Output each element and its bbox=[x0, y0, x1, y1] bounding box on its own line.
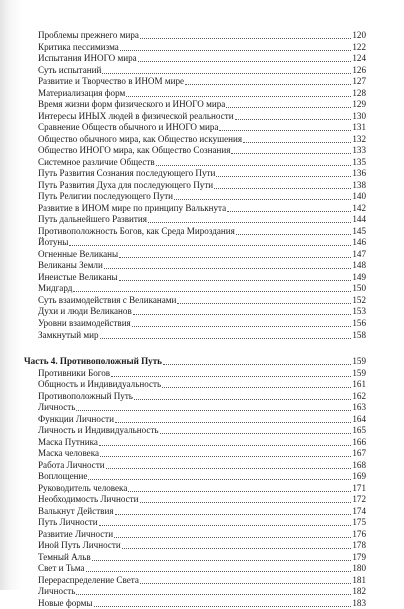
toc-entry-title: Новые формы bbox=[38, 597, 93, 608]
toc-entry-title: Испытания ИНОГО мира bbox=[38, 53, 137, 64]
toc-entry bbox=[38, 191, 366, 202]
toc-entry-title: Необходимость Личности bbox=[38, 494, 139, 505]
toc-entry-title: Суть взаимодействия с Великанами bbox=[38, 294, 177, 305]
dot-leader bbox=[111, 376, 351, 377]
toc-entry bbox=[38, 318, 366, 329]
toc-entry-page-number: 147 bbox=[352, 248, 366, 259]
toc-entry bbox=[38, 437, 366, 448]
dot-leader bbox=[216, 176, 351, 177]
dot-leader bbox=[162, 387, 351, 388]
toc-entry bbox=[38, 517, 366, 528]
dot-leader bbox=[243, 142, 351, 143]
dot-leader bbox=[120, 50, 352, 51]
toc-entry bbox=[38, 111, 366, 122]
dot-leader bbox=[100, 338, 352, 339]
dot-leader bbox=[86, 571, 352, 572]
dot-leader bbox=[119, 280, 352, 281]
toc-entry-page-number: 130 bbox=[352, 110, 366, 121]
dot-leader bbox=[236, 234, 352, 235]
toc-entry-page-number: 164 bbox=[352, 413, 366, 424]
dot-leader bbox=[119, 257, 351, 258]
dot-leader bbox=[231, 153, 351, 154]
toc-entry-page-number: 162 bbox=[352, 390, 366, 401]
toc-entry-title: Критика пессимизма bbox=[38, 41, 119, 52]
dot-leader bbox=[226, 107, 351, 108]
dot-leader bbox=[235, 119, 352, 120]
toc-entry bbox=[38, 30, 366, 41]
toc-entry-page-number: 180 bbox=[352, 563, 366, 574]
toc-entry bbox=[38, 494, 366, 505]
toc-entry-page-number: 165 bbox=[352, 425, 366, 436]
toc-entry-title: Материализация форм bbox=[38, 87, 126, 98]
toc-entry-page-number: 120 bbox=[352, 30, 366, 40]
dot-leader bbox=[140, 38, 351, 39]
toc-entry-title: Маска Путника bbox=[38, 436, 98, 447]
dot-leader bbox=[88, 479, 351, 480]
toc-entry-page-number: 145 bbox=[352, 225, 366, 236]
toc-entry bbox=[38, 249, 366, 260]
toc-entry-title: Системное различие Обществ bbox=[38, 156, 155, 167]
toc-entry-page-number: 144 bbox=[352, 214, 366, 225]
toc-entry-page-number: 140 bbox=[352, 191, 366, 202]
toc-entry bbox=[38, 529, 366, 540]
toc-entry-page-number: 127 bbox=[352, 76, 366, 87]
dot-leader bbox=[76, 410, 351, 411]
dot-leader bbox=[227, 211, 351, 212]
toc-entry bbox=[38, 260, 366, 271]
toc-entry-page-number: 131 bbox=[352, 122, 366, 133]
toc-entry bbox=[38, 295, 366, 306]
toc-entry-title: Противоположность Богов, как Среда Мироздания bbox=[38, 225, 235, 236]
toc-entry bbox=[38, 598, 366, 609]
toc-entry-title: Маска человека bbox=[38, 448, 100, 459]
toc-entry-page-number: 161 bbox=[352, 379, 366, 390]
dot-leader bbox=[128, 491, 351, 492]
toc-entry-title: Противоположный Путь bbox=[38, 390, 133, 401]
dot-leader bbox=[69, 245, 351, 246]
toc-entry-title: Уровни взаимодействия bbox=[38, 318, 131, 328]
toc-entry-page-number: 175 bbox=[352, 517, 366, 528]
dot-leader bbox=[106, 468, 352, 469]
toc-entry-page-number: 181 bbox=[352, 574, 366, 585]
toc-entry-page-number: 158 bbox=[352, 329, 366, 340]
toc-entry bbox=[38, 414, 366, 425]
toc-entry-title: Перераспределение Света bbox=[38, 574, 139, 585]
toc-entry bbox=[38, 168, 366, 179]
toc-entry-page-number: 172 bbox=[352, 494, 366, 505]
toc-entry bbox=[38, 88, 366, 99]
toc-entry-title: Развитие и Творчество в ИНОМ мире bbox=[38, 76, 185, 87]
dot-leader bbox=[132, 326, 352, 327]
toc-entry-page-number: 167 bbox=[352, 448, 366, 459]
toc-entry-title: Огненные Великаны bbox=[38, 248, 119, 259]
toc-entry bbox=[38, 203, 366, 214]
toc-entry bbox=[38, 471, 366, 482]
dot-leader bbox=[185, 84, 351, 85]
toc-entry bbox=[38, 483, 366, 494]
toc-part-heading bbox=[24, 356, 366, 367]
toc-entry-page-number: 183 bbox=[352, 597, 366, 608]
toc-entry-title: Замкнутый мир bbox=[38, 329, 99, 340]
dot-leader bbox=[92, 560, 352, 561]
dot-leader bbox=[115, 514, 352, 515]
toc-entry bbox=[38, 540, 366, 551]
toc-entry bbox=[38, 586, 366, 597]
toc-entry bbox=[38, 425, 366, 436]
toc-entry-title: Путь Развития Духа для последующего Пути bbox=[38, 179, 214, 190]
toc-entry-page-number: 126 bbox=[352, 64, 366, 75]
toc-entry bbox=[38, 76, 366, 87]
dot-leader bbox=[140, 583, 351, 584]
toc-entry-page-number: 156 bbox=[352, 318, 366, 328]
toc-entry-title: Интересы ИНЫХ людей в физической реальности bbox=[38, 110, 234, 121]
toc-entry-page-number: 136 bbox=[352, 168, 366, 179]
toc-entry-title: Часть 4. Противоположный Путь bbox=[24, 356, 162, 367]
toc-entry-page-number: 178 bbox=[352, 540, 366, 551]
toc-entry-page-number: 128 bbox=[352, 87, 366, 98]
dot-leader bbox=[126, 96, 351, 97]
toc-entry-page-number: 159 bbox=[352, 367, 366, 378]
toc-entry-title: Работа Личности bbox=[38, 459, 105, 470]
toc-entry bbox=[38, 53, 366, 64]
toc-entry-title: Личность bbox=[38, 586, 76, 597]
toc-entry bbox=[38, 237, 366, 248]
dot-leader bbox=[104, 268, 352, 269]
toc-entry-title: Валькнут Действия bbox=[38, 505, 114, 516]
toc-entry-page-number: 168 bbox=[352, 459, 366, 470]
toc-entry-page-number: 124 bbox=[352, 53, 366, 64]
toc-entry bbox=[38, 283, 366, 294]
toc-entry-page-number: 122 bbox=[352, 41, 366, 52]
toc-entry-page-number: 163 bbox=[352, 402, 366, 413]
toc-entry-page-number: 179 bbox=[352, 551, 366, 562]
toc-entry-page-number: 152 bbox=[352, 294, 366, 305]
toc-entry-page-number: 159 bbox=[352, 356, 366, 367]
toc-entry-page-number: 129 bbox=[352, 99, 366, 110]
toc-entry bbox=[38, 42, 366, 53]
toc-entry bbox=[38, 226, 366, 237]
toc-entry bbox=[38, 563, 366, 574]
toc-entry bbox=[38, 460, 366, 471]
toc-entry bbox=[38, 448, 366, 459]
toc-entry-title: Развитие в ИНОМ мире по принципу Валькнута bbox=[38, 202, 227, 213]
toc-entry-title: Время жизни форм физического и ИНОГО мира bbox=[38, 99, 226, 110]
toc-entry bbox=[38, 99, 366, 110]
toc-entry-title: Проблемы прежнего мира bbox=[38, 30, 139, 40]
dot-leader bbox=[134, 399, 351, 400]
dot-leader bbox=[76, 594, 351, 595]
toc-entry-page-number: 174 bbox=[352, 505, 366, 516]
toc-entry bbox=[38, 330, 366, 341]
toc-entry-title: Путь Личности bbox=[38, 517, 98, 528]
toc-entry-page-number: 149 bbox=[352, 271, 366, 282]
toc-entry-title: Противники Богов bbox=[38, 367, 111, 378]
toc-entry bbox=[38, 65, 366, 76]
dot-leader bbox=[177, 303, 351, 304]
dot-leader bbox=[73, 291, 351, 292]
dot-leader bbox=[148, 222, 351, 223]
toc-entry-page-number: 150 bbox=[352, 283, 366, 294]
dot-leader bbox=[122, 548, 352, 549]
dot-leader bbox=[100, 456, 351, 457]
toc-entry bbox=[38, 379, 366, 390]
dot-leader bbox=[115, 422, 351, 423]
toc-entry-title: Личность и Индивидуальность bbox=[38, 425, 159, 436]
toc-entry-title: Общество ИНОГО мира, как Общество Сознания bbox=[38, 145, 231, 156]
toc-entry-title: Йотуны bbox=[38, 237, 69, 248]
toc-entry-title: Воплощение bbox=[38, 471, 88, 482]
dot-leader bbox=[94, 606, 352, 607]
dot-leader bbox=[138, 61, 352, 62]
toc-entry bbox=[38, 134, 366, 145]
toc-entry bbox=[38, 368, 366, 379]
dot-leader bbox=[99, 445, 351, 446]
dot-leader bbox=[214, 188, 351, 189]
toc-entry-title: Путь Религии последующего Пути bbox=[38, 191, 174, 202]
toc-entry bbox=[38, 391, 366, 402]
toc-entry-title: Сравнение Обществ обычного и ИНОГО мира bbox=[38, 122, 219, 133]
toc-entry-title: Функции Личности bbox=[38, 413, 115, 424]
toc-entry-title: Суть испытаний bbox=[38, 64, 102, 75]
toc-entry-title: Великаны Земли bbox=[38, 260, 103, 271]
toc-entry-page-number: 182 bbox=[352, 586, 366, 597]
toc-entry bbox=[38, 506, 366, 517]
toc-entry bbox=[38, 214, 366, 225]
toc-entry bbox=[38, 575, 366, 586]
toc-entry-page-number: 133 bbox=[352, 145, 366, 156]
toc-entry-title: Инеистые Великаны bbox=[38, 271, 118, 282]
toc-entry-title: Темный Альв bbox=[38, 551, 91, 562]
toc-entry-title: Путь дальнейшего Развития bbox=[38, 214, 147, 225]
toc-entry-title: Мидгард bbox=[38, 283, 73, 294]
toc-entry bbox=[38, 157, 366, 168]
dot-leader bbox=[160, 433, 352, 434]
toc-entry bbox=[38, 402, 366, 413]
toc-entry bbox=[38, 272, 366, 283]
toc-entry-title: Развитие Личности bbox=[38, 528, 114, 539]
toc-entry-page-number: 135 bbox=[352, 156, 366, 167]
dot-leader bbox=[174, 199, 351, 200]
toc-entry-page-number: 171 bbox=[352, 482, 366, 493]
toc-entry-title: Общество обычного мира, как Общество искушения bbox=[38, 133, 243, 144]
toc-entry bbox=[38, 180, 366, 191]
dot-leader bbox=[140, 502, 352, 503]
toc-entry-title: Путь Развития Сознания последующего Пути bbox=[38, 168, 216, 179]
toc-entry-title: Личность bbox=[38, 402, 76, 413]
toc-entry-title: Иной Путь Личности bbox=[38, 540, 121, 551]
toc-entry-page-number: 132 bbox=[352, 133, 366, 144]
dot-leader bbox=[102, 73, 351, 74]
toc-entry-page-number: 169 bbox=[352, 471, 366, 482]
toc-entry-title: Свет и Тьма bbox=[38, 563, 85, 574]
dot-leader bbox=[219, 130, 351, 131]
toc-entry bbox=[38, 145, 366, 156]
toc-entry bbox=[38, 122, 366, 133]
toc-entry-page-number: 153 bbox=[352, 306, 366, 317]
dot-leader bbox=[99, 525, 352, 526]
toc-entry-page-number: 166 bbox=[352, 436, 366, 447]
dot-leader bbox=[133, 314, 352, 315]
toc-entry bbox=[38, 552, 366, 563]
toc-entry-title: Руководитель человека bbox=[38, 482, 128, 493]
toc-entry-title: Духи и люди Великанов bbox=[38, 306, 132, 317]
toc-entry-page-number: 138 bbox=[352, 179, 366, 190]
dot-leader bbox=[163, 364, 351, 365]
toc-entry-page-number: 142 bbox=[352, 202, 366, 213]
dot-leader bbox=[156, 165, 352, 166]
toc-entry-page-number: 146 bbox=[352, 237, 366, 248]
dot-leader bbox=[114, 537, 351, 538]
toc-entry bbox=[38, 306, 366, 317]
toc-entry-page-number: 176 bbox=[352, 528, 366, 539]
toc-entry-page-number: 148 bbox=[352, 260, 366, 271]
toc-entry-title: Общность и Индивидуальность bbox=[38, 379, 162, 390]
